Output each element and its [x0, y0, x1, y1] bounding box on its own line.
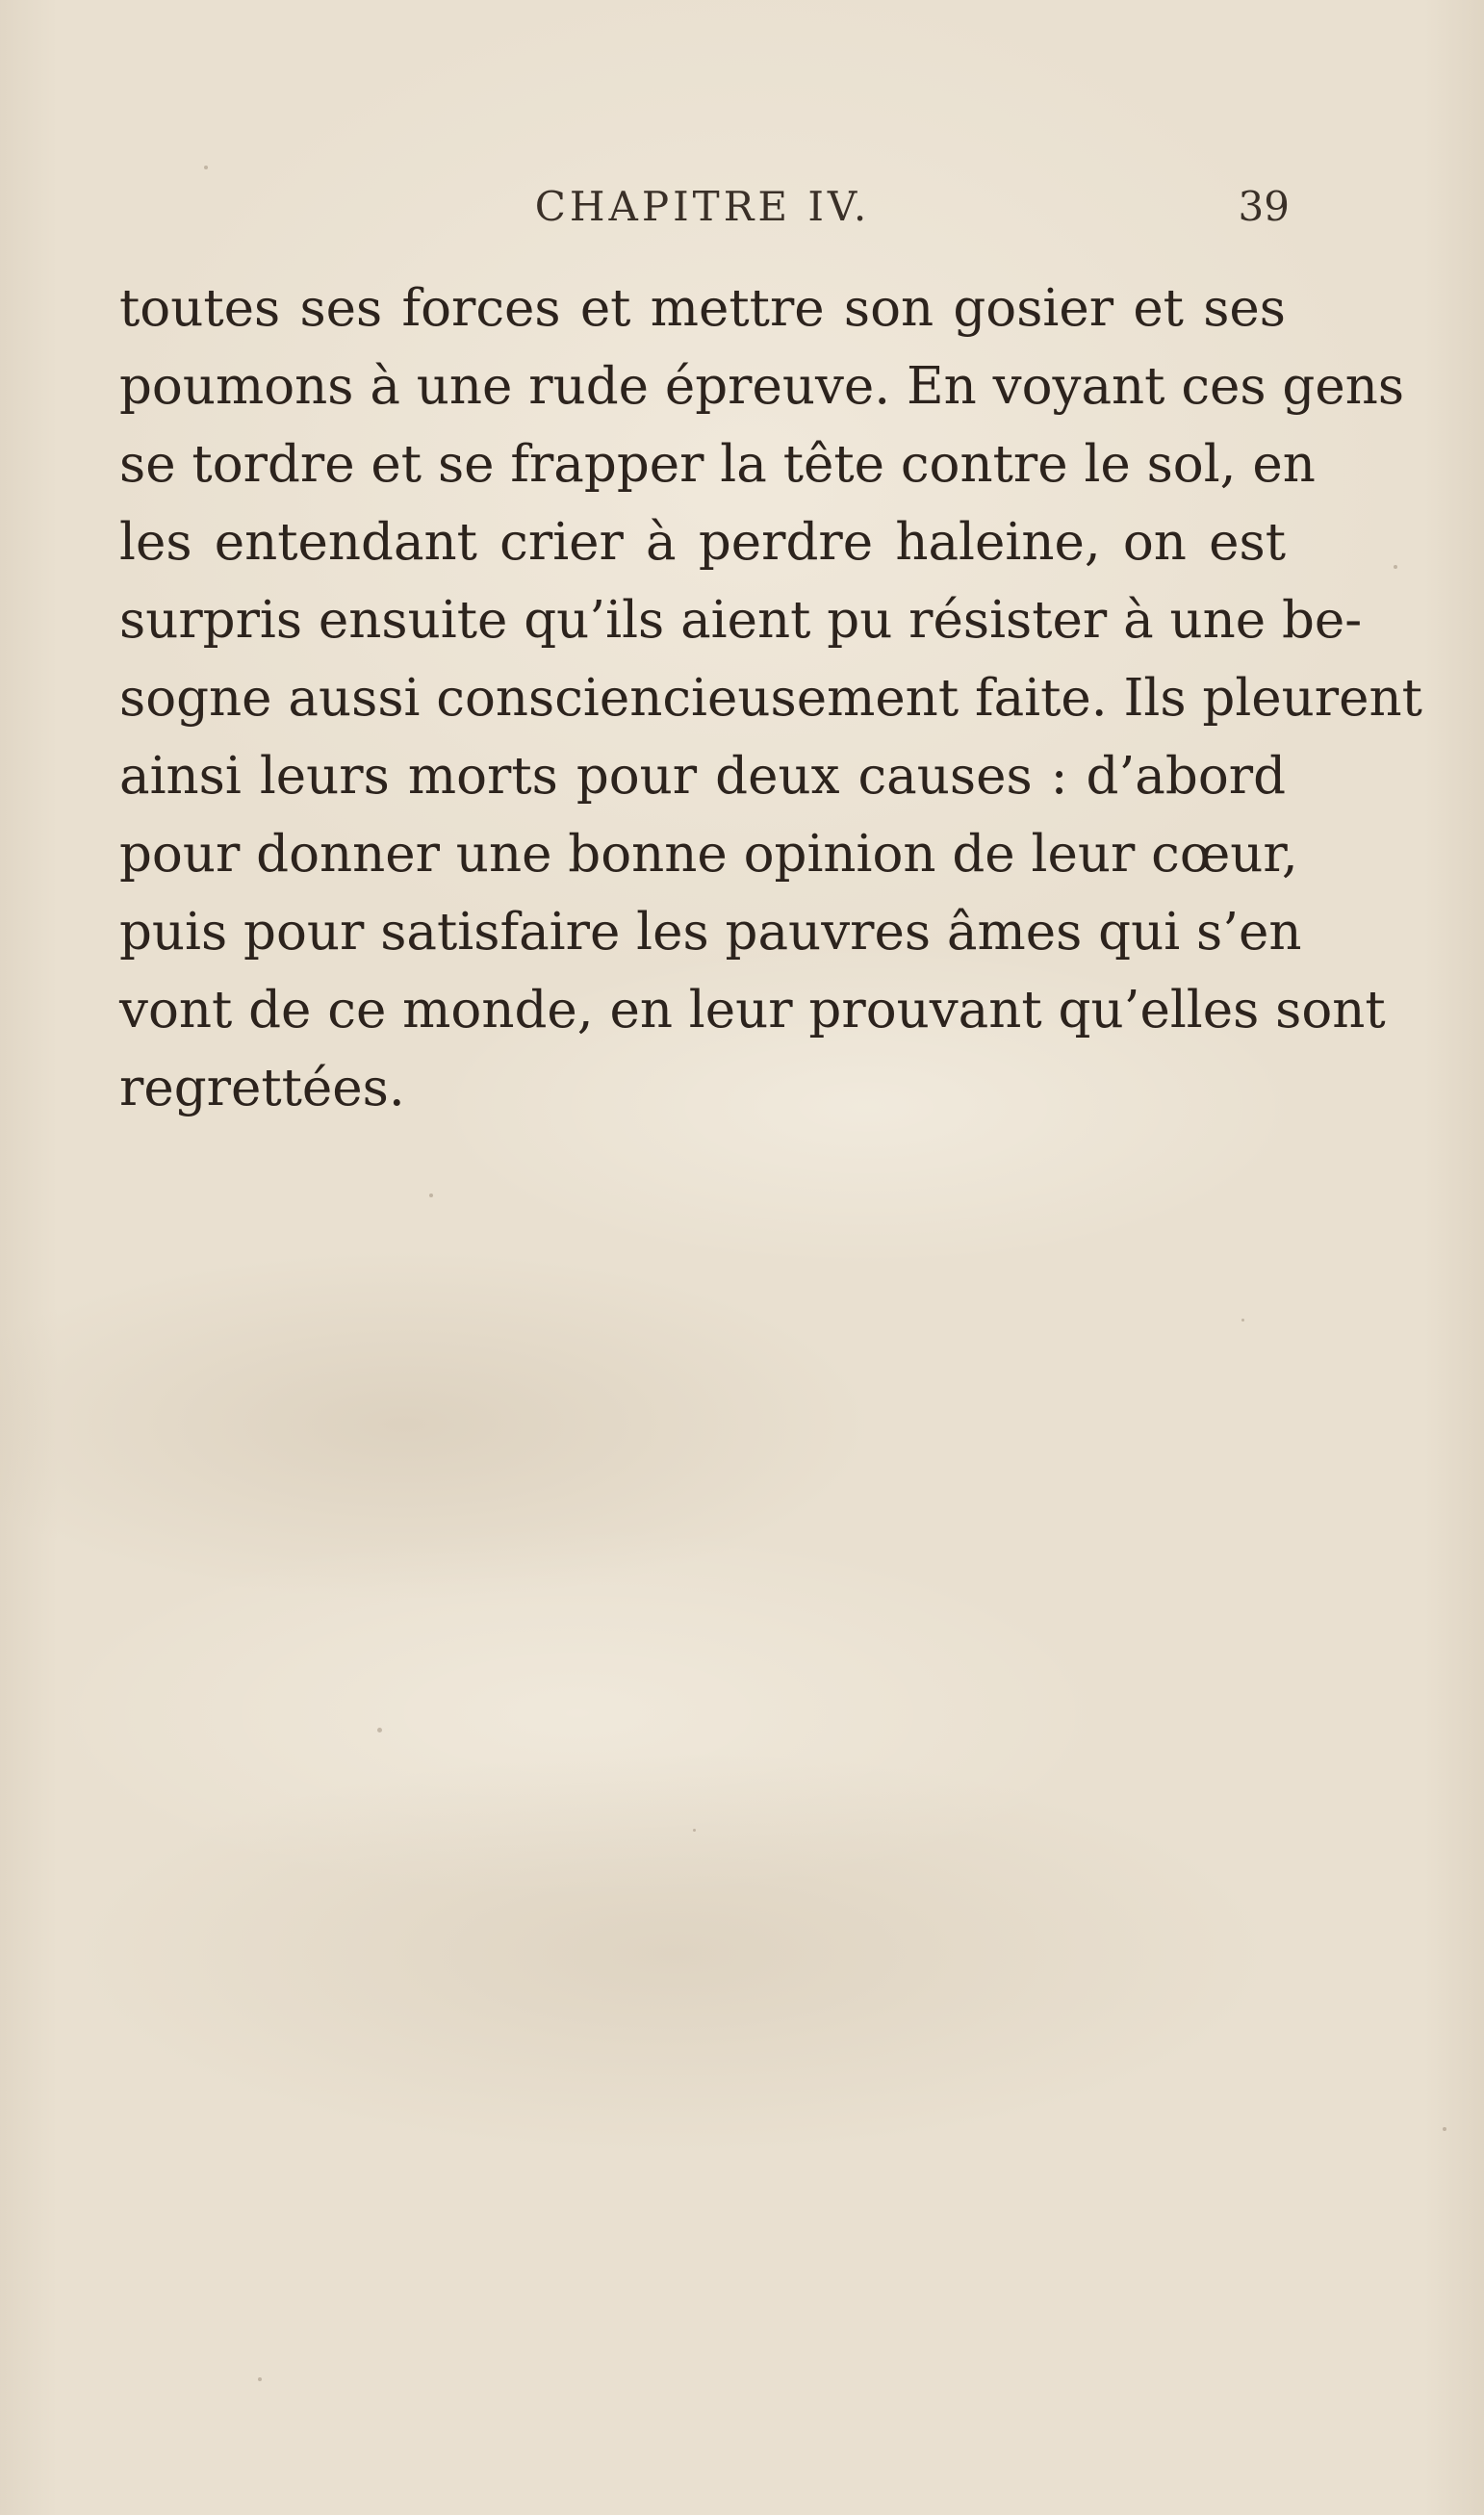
paper-speck — [1394, 565, 1397, 569]
page-number: 39 — [1238, 183, 1290, 230]
paper-speck — [204, 166, 208, 169]
text-line: les entendant crier à perdre haleine, on est — [119, 513, 1286, 572]
text-line: pour donner une bonne opinion de leur cœur, — [119, 825, 1298, 884]
paper-speck — [377, 1728, 382, 1732]
text-line: ainsi leurs morts pour deux causes : d’abord — [119, 747, 1286, 806]
text-line: se tordre et se frapper la tête contre le sol, en — [119, 435, 1316, 494]
chapter-title: CHAPITRE IV. — [534, 183, 871, 230]
paper-speck — [429, 1193, 433, 1197]
text-line: toutes ses forces et mettre son gosier et ses — [119, 279, 1286, 338]
text-line: vont de ce monde, en leur prouvant qu’elles sont — [119, 981, 1386, 1039]
paper-speck — [1241, 1319, 1244, 1322]
body-paragraph — [119, 269, 1422, 1127]
text-line: poumons à une rude épreuve. En voyant ces gens — [119, 357, 1405, 416]
text-line: sogne aussi consciencieusement faite. Ils pleurent — [119, 669, 1422, 728]
text-line: regrettées. — [119, 1059, 405, 1117]
running-head — [115, 183, 1290, 250]
paper-speck — [693, 1829, 696, 1832]
paper-speck — [258, 2377, 262, 2381]
paper-speck — [1443, 2127, 1446, 2131]
text-line: puis pour satisfaire les pauvres âmes qui s’en — [119, 903, 1302, 962]
text-line: surpris ensuite qu’ils aient pu résister à une be- — [119, 591, 1363, 650]
